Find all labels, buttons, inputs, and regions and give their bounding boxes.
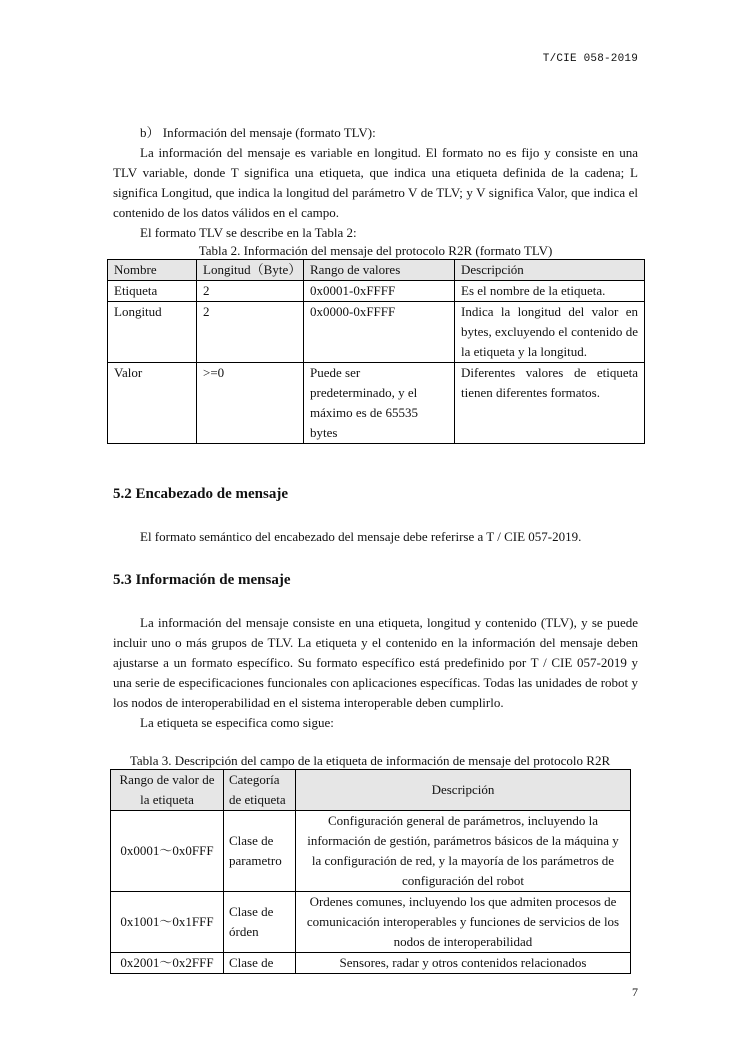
table-row <box>108 363 645 444</box>
table-row <box>108 302 645 363</box>
table-cell: 0x0000-0xFFFF <box>304 302 455 363</box>
table-cell: Clase de parametro <box>224 811 296 892</box>
section-b-paragraph: La información del mensaje es variable en longitud. El formato no es fijo y consiste en una TLV variable, donde T significa una etiqueta, que indica una etiqueta definida de la cadena; L significa Longitud, que indica la longitud del parámetro V de TLV; y V significa Valor, que indica el contenido de los datos válidos en el campo. <box>113 145 638 220</box>
table3-header-cell: Descripción <box>296 770 631 811</box>
table3-header-row <box>111 770 631 811</box>
section-b-table-intro: El formato TLV se describe en la Tabla 2: <box>140 225 357 240</box>
table3-caption: Tabla 3. Descripción del campo de la etiqueta de información de mensaje del protocolo R2R <box>129 753 611 768</box>
table-cell: Sensores, radar y otros contenidos relacionados <box>296 953 631 974</box>
table2-header-cell: Longitud（Byte） <box>197 260 304 281</box>
table2-header-cell: Nombre <box>108 260 197 281</box>
table-cell: Indica la longitud del valor en bytes, excluyendo el contenido de la etiqueta y la longitud. <box>455 302 645 363</box>
table3-wrapper <box>110 752 630 974</box>
table-cell: 0x2001～0x2FFF <box>111 953 224 974</box>
table-row <box>111 953 631 974</box>
table-cell: 0x0001～0x0FFF <box>111 811 224 892</box>
section-5-3-heading: 5.3 Información de mensaje <box>113 572 291 588</box>
section-5-2-paragraph: El formato semántico del encabezado del mensaje debe referirse a T / CIE 057-2019. <box>140 529 582 544</box>
section-5-3 <box>113 613 638 733</box>
table2-header-cell: Descripción <box>455 260 645 281</box>
table-row <box>111 892 631 953</box>
table-cell: 0x0001-0xFFFF <box>304 281 455 302</box>
section-5-3-paragraph: La información del mensaje consiste en una etiqueta, longitud y contenido (TLV), y se puede incluir uno o más grupos de TLV. La etiqueta y el contenido en la información del mensaje deben ajustarse a un formato específico. Su formato específico está predefinido por T / CIE 057-2019 y una serie de especificaciones funcionales con aplicaciones específicas. Todas las unidades de robot y los nodos de interoperabilidad en el sistema interoperable deben cumplirlo. <box>113 615 638 710</box>
table2 <box>107 259 645 444</box>
table-cell: Ordenes comunes, incluyendo los que admiten procesos de comunicación interoperables y funciones de servicios de los nodos de interoperabilidad <box>296 892 631 953</box>
section-5-2-heading: 5.2 Encabezado de mensaje <box>113 486 288 502</box>
section-b-title: b） Información del mensaje (formato TLV): <box>140 125 376 140</box>
table2-wrapper <box>107 242 644 444</box>
table-cell: >=0 <box>197 363 304 444</box>
table-cell: Clase de órden <box>224 892 296 953</box>
page-number: 7 <box>632 985 638 999</box>
table3-header-cell: Rango de valor de la etiqueta <box>111 770 224 811</box>
table2-caption: Tabla 2. Información del mensaje del protocolo R2R (formato TLV) <box>198 243 553 258</box>
table-cell: Es el nombre de la etiqueta. <box>455 281 645 302</box>
table-cell: 2 <box>197 281 304 302</box>
table-cell: Diferentes valores de etiqueta tienen diferentes formatos. <box>455 363 645 444</box>
document-code: T/CIE 058-2019 <box>542 53 638 65</box>
table-cell: Etiqueta <box>108 281 197 302</box>
table3 <box>110 769 631 974</box>
table-cell: 0x1001～0x1FFF <box>111 892 224 953</box>
section-b <box>113 123 638 243</box>
section-5-3-table-intro: La etiqueta se especifica como sigue: <box>140 715 334 730</box>
table-cell: 2 <box>197 302 304 363</box>
table-row <box>111 811 631 892</box>
table2-header-row <box>108 260 645 281</box>
table-row <box>108 281 645 302</box>
table-cell: Valor <box>108 363 197 444</box>
table-cell: Configuración general de parámetros, incluyendo la información de gestión, parámetros básicos de la máquina y la configuración de red, y la mayoría de los parámetros de configuración del robot <box>296 811 631 892</box>
table-cell: Longitud <box>108 302 197 363</box>
table-cell: Puede ser predeterminado, y el máximo es de 65535 bytes <box>304 363 455 444</box>
section-5-2 <box>113 527 638 547</box>
table-cell: Clase de <box>224 953 296 974</box>
table2-header-cell: Rango de valores <box>304 260 455 281</box>
table3-header-cell: Categoría de etiqueta <box>224 770 296 811</box>
